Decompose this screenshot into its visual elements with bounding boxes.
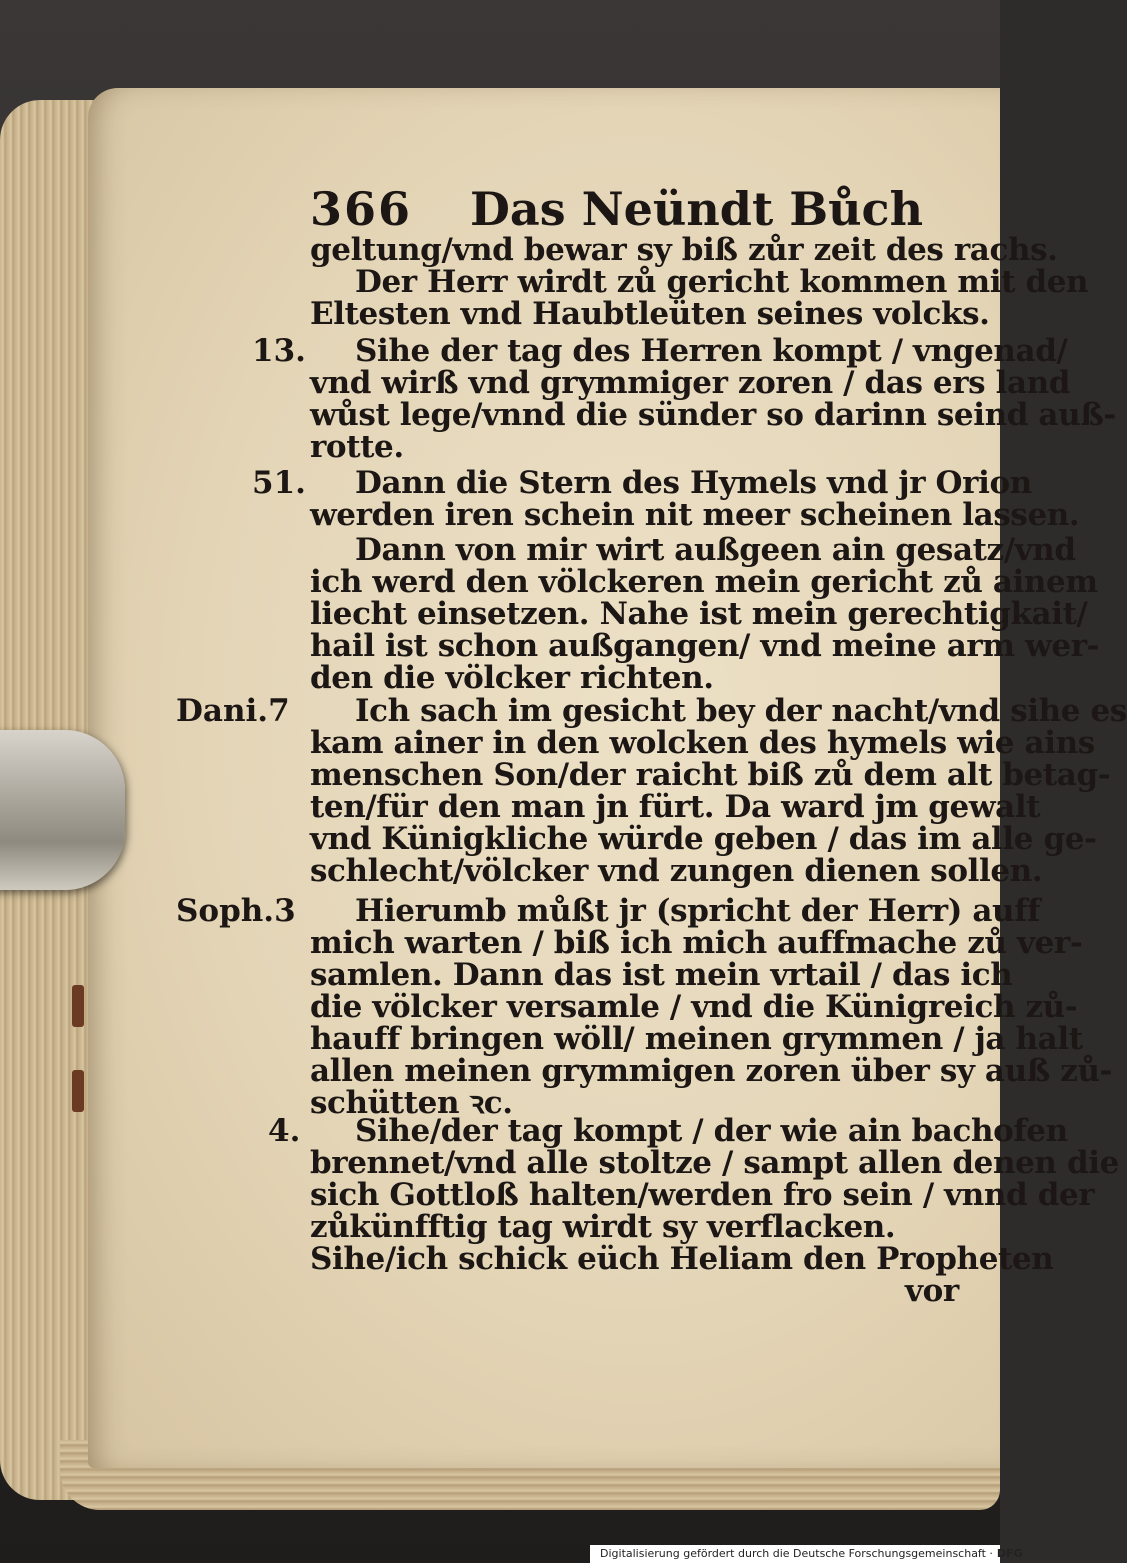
text-line: geltung/vnd bewar sy biß zůr zeit des rachs. (310, 232, 1058, 268)
bookmark-tab (72, 985, 84, 1027)
text-line: schütten ꝛc. (310, 1085, 513, 1121)
text-line: mich warten / biß ich mich auffmache zů ver- (310, 925, 1083, 961)
text-line: kam ainer in den wolcken des hymels wie ains (310, 725, 1095, 761)
text-line: Der Herr wirdt zů gericht kommen mit den (355, 264, 1089, 300)
text-line: vnd wirß vnd grymmiger zoren / das ers land (310, 365, 1071, 401)
text-line: Dann die Stern des Hymels vnd jr Orion (355, 465, 1032, 501)
text-line: menschen Son/der raicht biß zů dem alt betag- (310, 757, 1111, 793)
text-line: Eltesten vnd Haubtleüten seines volcks. (310, 296, 990, 332)
catchword: vor (905, 1273, 959, 1309)
text-line: rotte. (310, 429, 404, 465)
digitization-footer (590, 1545, 1023, 1563)
margin-note: Soph.3 (176, 893, 296, 929)
text-line: vnd Künigkliche würde geben / das im alle ge- (310, 821, 1097, 857)
text-line: sich Gottloß halten/werden fro sein / vnnd der (310, 1177, 1095, 1213)
text-line: liecht einsetzen. Nahe ist mein gerechtigkait/ (310, 596, 1088, 632)
margin-note: 51. (252, 465, 306, 501)
text-line: samlen. Dann das ist mein vrtail / das ich (310, 957, 1013, 993)
text-line: Sihe/ich schick eüch Heliam den Propheten (310, 1241, 1054, 1277)
margin-note: Dani.7 (176, 693, 290, 729)
text-line: ten/für den man jn fürt. Da ward jm gewalt (310, 789, 1041, 825)
text-line: allen meinen grymmigen zoren über sy auß zů- (310, 1053, 1113, 1089)
text-line: Hierumb můßt jr (spricht der Herr) auff (355, 893, 1041, 929)
margin-note: 13. (252, 333, 306, 369)
text-line: die völcker versamle / vnd die Künigreich zů- (310, 989, 1078, 1025)
text-line: werden iren schein nit meer scheinen lassen. (310, 497, 1080, 533)
text-line: Sihe der tag des Herren kompt / vngenad/ (355, 333, 1068, 369)
text-line: zůkünfftig tag wirdt sy verflacken. (310, 1209, 896, 1245)
text-line: wůst lege/vnnd die sünder so darinn seind auß- (310, 397, 1116, 433)
thumb (0, 730, 125, 890)
page-number: 366 (310, 182, 413, 236)
running-title: Das Neündt Bůch (470, 182, 924, 236)
footer-text: Digitalisierung gefördert durch die Deutsche Forschungsgemeinschaft · (600, 1547, 993, 1560)
text-line: hauff bringen wöll/ meinen grymmen / ja halt (310, 1021, 1083, 1057)
text-line: schlecht/völcker vnd zungen dienen sollen. (310, 853, 1043, 889)
text-line: Sihe/der tag kompt / der wie ain bachofen (355, 1113, 1068, 1149)
text-line: brennet/vnd alle stoltze / sampt allen denen die (310, 1145, 1119, 1181)
text-line: ich werd den völckeren mein gericht zů ainem (310, 564, 1098, 600)
bookmark-tab (72, 1070, 84, 1112)
margin-note: 4. (268, 1113, 301, 1149)
dfg-logo: DFG (996, 1547, 1023, 1560)
text-line: hail ist schon außgangen/ vnd meine arm wer- (310, 628, 1100, 664)
text-line: Dann von mir wirt außgeen ain gesatz/vnd (355, 532, 1076, 568)
text-line: den die völcker richten. (310, 660, 714, 696)
text-line: Ich sach im gesicht bey der nacht/vnd sihe es (355, 693, 1127, 729)
